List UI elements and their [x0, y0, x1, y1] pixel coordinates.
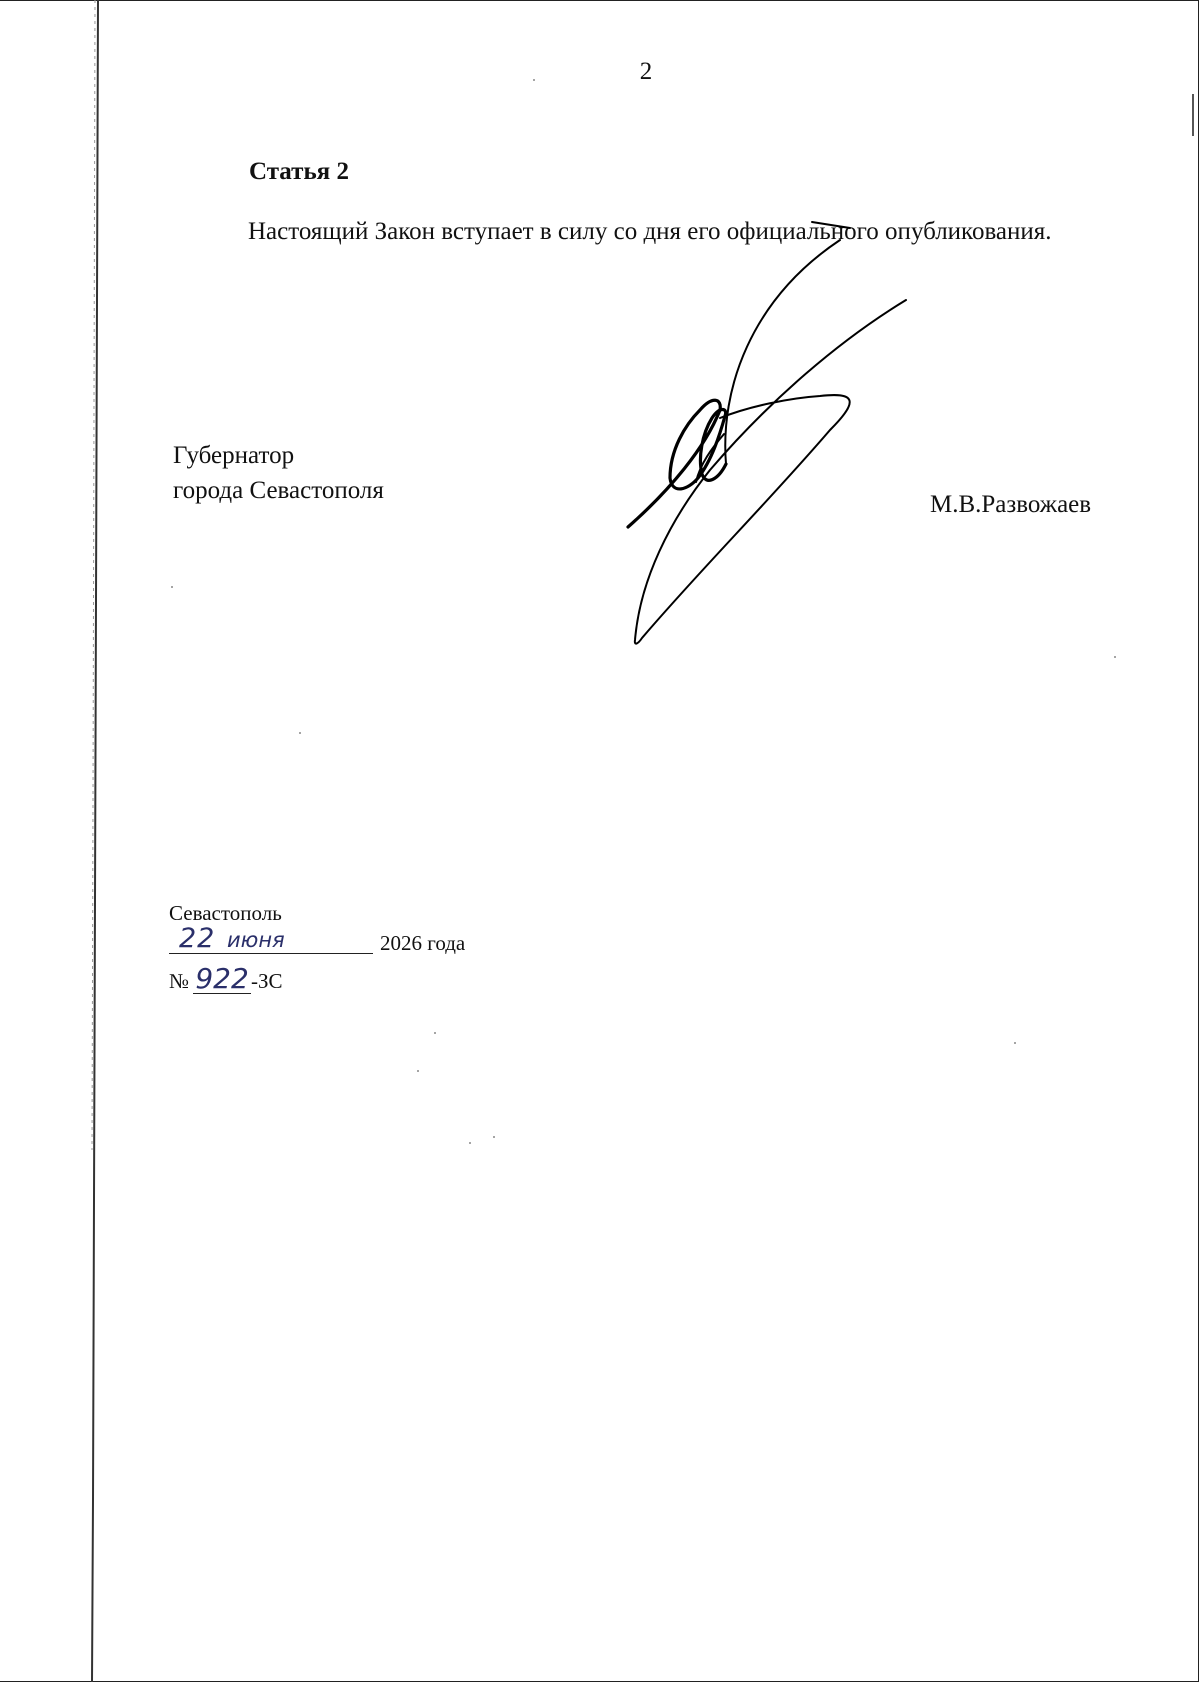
scan-speck	[299, 732, 301, 734]
place-of-signing: Севастополь	[169, 901, 282, 925]
page-number: 2	[639, 58, 653, 85]
article-body: Настоящий Закон вступает в силу со дня его официального опубликования.	[248, 218, 1052, 245]
handwritten-date-month: июня	[227, 928, 285, 952]
handwritten-date-day: 22	[179, 923, 216, 954]
date-line	[169, 923, 373, 954]
scan-speck	[493, 1136, 495, 1138]
signer-title	[173, 438, 384, 508]
scan-speck	[1014, 1042, 1016, 1044]
scan-mark	[1192, 94, 1194, 136]
handwritten-law-number: 922	[193, 965, 251, 994]
signer-name: М.В.Развожаев	[930, 491, 1092, 518]
law-number-suffix: -ЗС	[251, 969, 283, 993]
scan-speck	[434, 1032, 436, 1034]
signer-title-line1: Губернатор	[173, 442, 295, 469]
date-year: 2026 года	[380, 931, 466, 955]
signer-title-line2: города Севастополя	[173, 477, 384, 504]
binding-edge	[86, 0, 100, 1682]
scan-speck	[469, 1142, 471, 1144]
law-number	[169, 964, 283, 994]
scan-speck	[171, 586, 173, 588]
scan-speck	[533, 79, 535, 81]
scan-speck	[417, 1070, 419, 1072]
number-sign: №	[169, 969, 190, 993]
article-heading: Статья 2	[249, 158, 349, 185]
scan-speck	[1114, 656, 1116, 658]
